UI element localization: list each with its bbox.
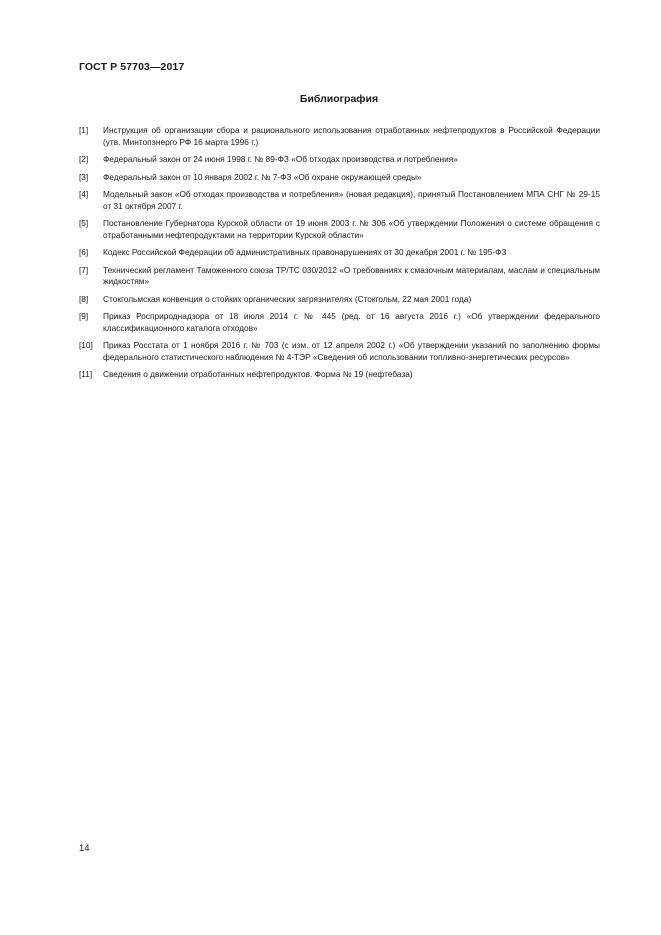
bibliography-item: [79, 125, 600, 148]
reference-number: [5]: [79, 218, 89, 228]
reference-number: [4]: [79, 189, 89, 199]
bibliography-item: [79, 340, 600, 363]
reference-number: [9]: [79, 311, 89, 321]
section-title: Библиография: [299, 93, 379, 105]
bibliography-item: [79, 265, 600, 288]
reference-text: Федеральный закон от 10 января 2002 г. № 7-ФЗ «Об охране окружающей среды»: [103, 171, 422, 182]
page-number: 14: [79, 843, 90, 854]
bibliography-item: [79, 218, 600, 241]
reference-text: Модельный закон «Об отходах производства и потребления» (новая редакция), принятый Постановлением МПА СНГ № 29-15 от 31 октября 2007 г.: [103, 189, 600, 211]
document-header-code: ГОСТ Р 57703—2017: [79, 61, 185, 73]
bibliography-item: [79, 172, 600, 184]
reference-number: [6]: [79, 247, 89, 257]
reference-text: Кодекс Российской Федерации об административных правонарушениях от 30 декабря 2001 г. № 195-ФЗ: [103, 247, 507, 257]
reference-text: Технический регламент Таможенного союза ТР/ТС 030/2012 «О требованиях к смазочным материалам, маслам и специальным жидкостям»: [103, 264, 600, 286]
reference-text: Сведения о движении отработанных нефтепродуктов. Форма № 19 (нефтебаза): [103, 369, 413, 379]
bibliography-item: [79, 294, 600, 306]
reference-number: [2]: [79, 154, 89, 164]
bibliography-item: [79, 189, 600, 212]
reference-text: Стокгольмская конвенция о стойких органических загрязнителях (Стокгольм, 22 мая 2001 года): [103, 293, 472, 304]
reference-text: Федеральный закон от 24 июня 1998 г. № 89-ФЗ «Об отходах производства и потребления»: [103, 154, 458, 164]
reference-number: [3]: [79, 171, 89, 182]
bibliography-item: [79, 154, 600, 166]
reference-text: Приказ Росприроднадзора от 18 июля 2014 г. № 445 (ред. от 16 августа 2016 г.) «Об утверждении федерального классификационного каталога отходов»: [103, 311, 600, 333]
bibliography-item: [79, 311, 600, 334]
reference-text: Приказ Росстата от 1 ноября 2016 г. № 703 (с изм. от 12 апреля 2002 г.) «Об утверждении указаний по заполнению формы федерального статистического наблюдения № 4-ТЭР «Сведения об использовании топливно-энергетических ресурсов»: [103, 340, 600, 362]
bibliography-item: [79, 369, 600, 381]
reference-text: Инструкция об организации сбора и рационального использования отработанных нефтепродуктов в Российской Федерации (утв. Минтопэнерго РФ 16 марта 1996 г.): [103, 125, 600, 147]
reference-number: [10]: [79, 340, 93, 350]
reference-number: [7]: [79, 264, 89, 275]
reference-text: Постановление Губернатора Курской области от 19 июня 2003 г. № 306 «Об утверждении Положения о системе обращения с отработанными нефтепродуктами на территории Курской области»: [103, 218, 600, 240]
reference-number: [8]: [79, 293, 89, 304]
bibliography-item: [79, 247, 600, 259]
bibliography-list: [79, 125, 600, 387]
reference-number: [1]: [79, 125, 89, 135]
reference-number: [11]: [79, 369, 93, 379]
